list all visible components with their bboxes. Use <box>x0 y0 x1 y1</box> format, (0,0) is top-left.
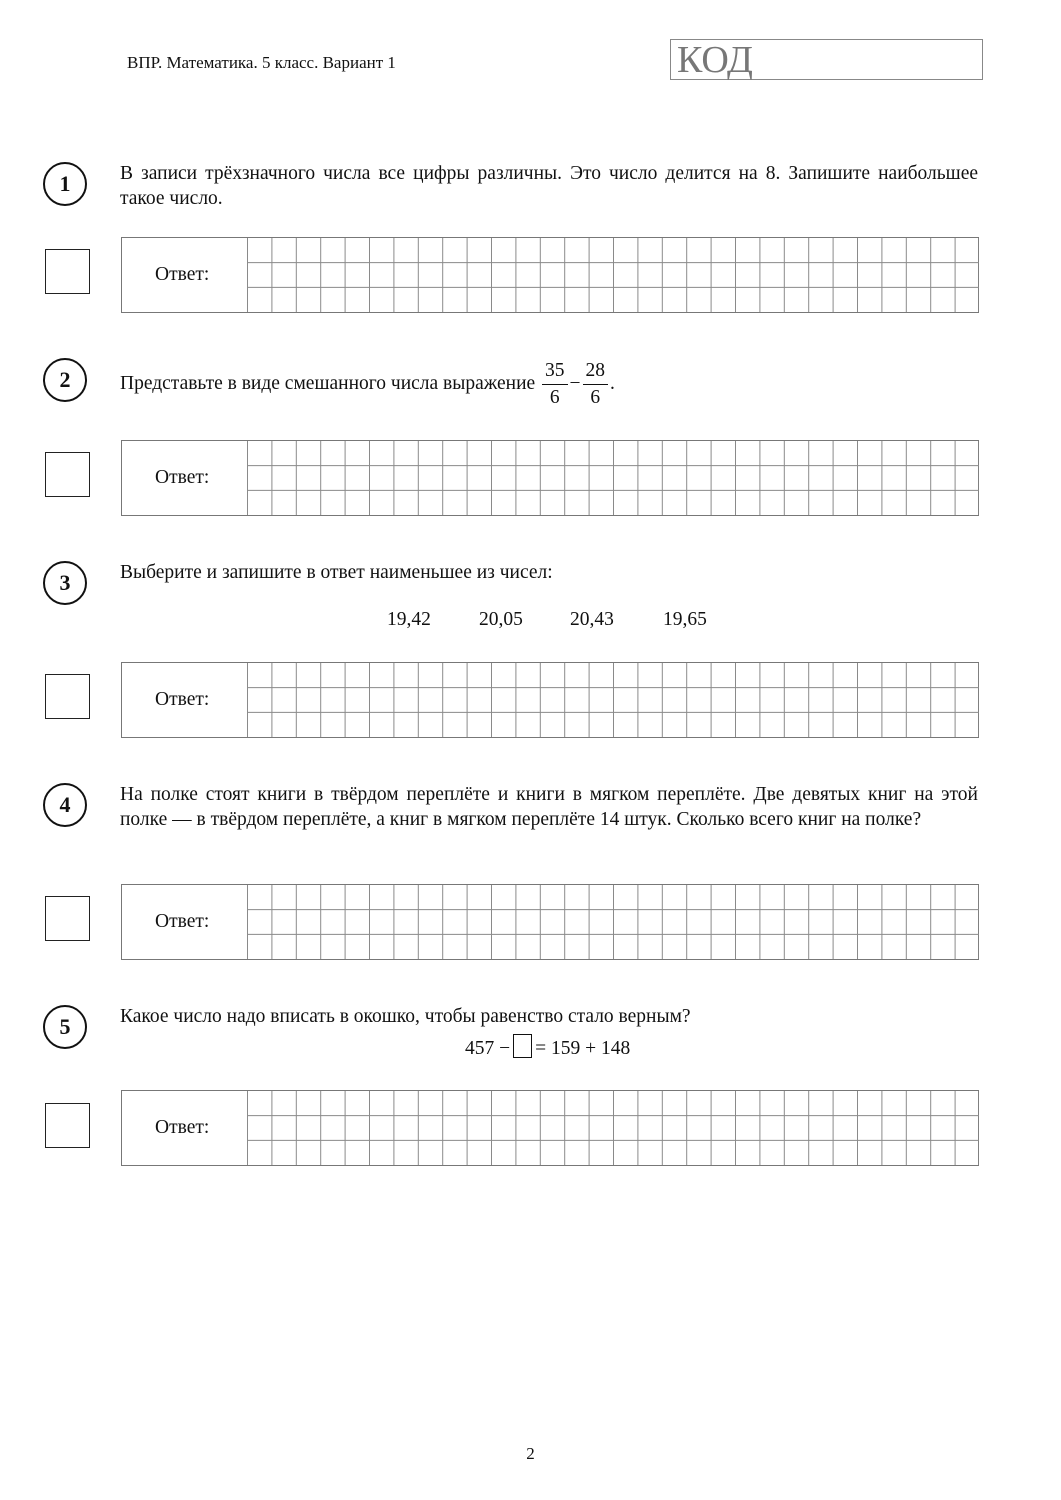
fraction-denominator: 6 <box>590 387 601 408</box>
answer-box[interactable] <box>121 237 979 313</box>
task-text: Выберите и запишите в ответ наименьшее из чисел: <box>120 562 553 583</box>
task-number: 5 <box>43 1005 87 1049</box>
task-text: В записи трёхзначного числа все цифры различны. Это число делится на 8. Запишите наибольшее такое число. <box>120 163 978 209</box>
answer-grid[interactable] <box>247 663 979 737</box>
answer-label: Ответ: <box>155 467 210 488</box>
minus-sign: − <box>569 372 581 394</box>
task-number: 3 <box>43 561 87 605</box>
score-box[interactable] <box>45 674 90 719</box>
task-text: Какое число надо вписать в окошко, чтобы равенство стало верным? <box>120 1006 691 1027</box>
task-text <box>120 358 978 411</box>
page-number: 2 <box>526 1444 535 1463</box>
code-box[interactable] <box>670 39 983 80</box>
equation <box>465 1034 630 1060</box>
answer-label: Ответ: <box>155 1117 210 1138</box>
task-text: На полке стоят книги в твёрдом переплёте и книги в мягком переплёте. Две девятых книг на этой полке — в твёрдом переплёте, а книг в мягком переплёте 14 штук. Сколько всего книг на полке? <box>120 784 978 830</box>
task-number: 1 <box>43 162 87 206</box>
fraction-numerator: 28 <box>583 358 609 385</box>
score-box[interactable] <box>45 249 90 294</box>
answer-box[interactable] <box>121 1090 979 1166</box>
answer-label: Ответ: <box>155 689 210 710</box>
equation-right: = 159 + 148 <box>535 1038 631 1059</box>
answer-grid[interactable] <box>247 1091 979 1165</box>
answer-box[interactable] <box>121 440 979 516</box>
blank-box <box>513 1034 532 1058</box>
score-box[interactable] <box>45 1103 90 1148</box>
code-label: КОД <box>677 39 753 81</box>
number-option: 20,43 <box>570 609 614 630</box>
fraction-2 <box>583 358 609 411</box>
period: . <box>610 372 615 394</box>
score-box[interactable] <box>45 896 90 941</box>
answer-box[interactable] <box>121 662 979 738</box>
task-number: 4 <box>43 783 87 827</box>
answer-label: Ответ: <box>155 911 210 932</box>
task-text-main: Представьте в виде смешанного числа выражение <box>120 372 536 394</box>
equation-left: 457 − <box>465 1038 511 1059</box>
answer-label: Ответ: <box>155 264 210 285</box>
task-number: 2 <box>43 358 87 402</box>
answer-grid[interactable] <box>247 885 979 959</box>
header-title: ВПР. Математика. 5 класс. Вариант 1 <box>127 53 396 72</box>
answer-grid[interactable] <box>247 238 979 312</box>
fraction-numerator: 35 <box>542 358 568 385</box>
answer-box[interactable] <box>121 884 979 960</box>
score-box[interactable] <box>45 452 90 497</box>
answer-grid[interactable] <box>247 441 979 515</box>
number-option: 19,65 <box>663 609 707 630</box>
number-option: 19,42 <box>387 609 431 630</box>
fraction-denominator: 6 <box>549 387 560 408</box>
number-option: 20,05 <box>479 609 523 630</box>
fraction-1 <box>542 358 568 411</box>
